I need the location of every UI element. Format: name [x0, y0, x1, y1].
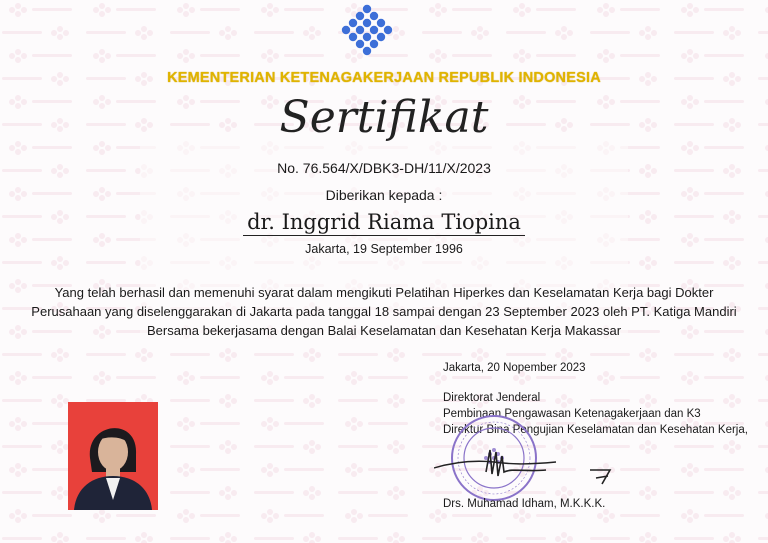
official-stamp	[434, 410, 559, 506]
ministry-name: KEMENTERIAN KETENAGAKERJAAN REPUBLIK INDONESIA	[167, 70, 601, 86]
body-line: Perusahaan yang diselenggarakan di Jakarta pada tanggal 18 sampai dengan 23 September 2023 oleh PT. Katiga Mandiri	[31, 304, 737, 319]
office-line: Pembinaan Pengawasan Ketenagakerjaan dan K3	[443, 408, 701, 420]
person-portrait-icon	[68, 402, 158, 510]
recipient-name-line	[0, 210, 768, 234]
recipient-photo	[68, 402, 158, 510]
certificate-title: Sertifikat	[279, 92, 489, 143]
given-to-label: Diberikan kepada :	[325, 187, 443, 203]
office-line: Direktur Bina Pengujian Keselamatan dan Kesehatan Kerja,	[443, 424, 748, 436]
body-line: Yang telah berhasil dan memenuhi syarat dalam mengikuti Pelatihan Hiperkes dan Keselamatan Kerja bagi Dokter	[54, 285, 714, 300]
certificate-body	[24, 283, 744, 340]
signature-place-date: Jakarta, 20 Nopember 2023	[443, 362, 586, 374]
signatory-name: Drs. Muhamad Idham, M.K.K.K.	[443, 498, 606, 510]
body-line: Bersama bekerjasama dengan Balai Keselamatan dan Kesehatan Kerja Makassar	[146, 323, 622, 338]
ministry-logo	[336, 2, 398, 64]
signature-mark	[588, 466, 618, 486]
recipient-name: dr. Inggrid Riama Tiopina	[243, 210, 525, 236]
office-line: Direktorat Jenderal	[443, 392, 541, 404]
birth-info: Jakarta, 19 September 1996	[305, 242, 463, 256]
certificate-number: No. 76.564/X/DBK3-DH/11/X/2023	[277, 160, 491, 176]
